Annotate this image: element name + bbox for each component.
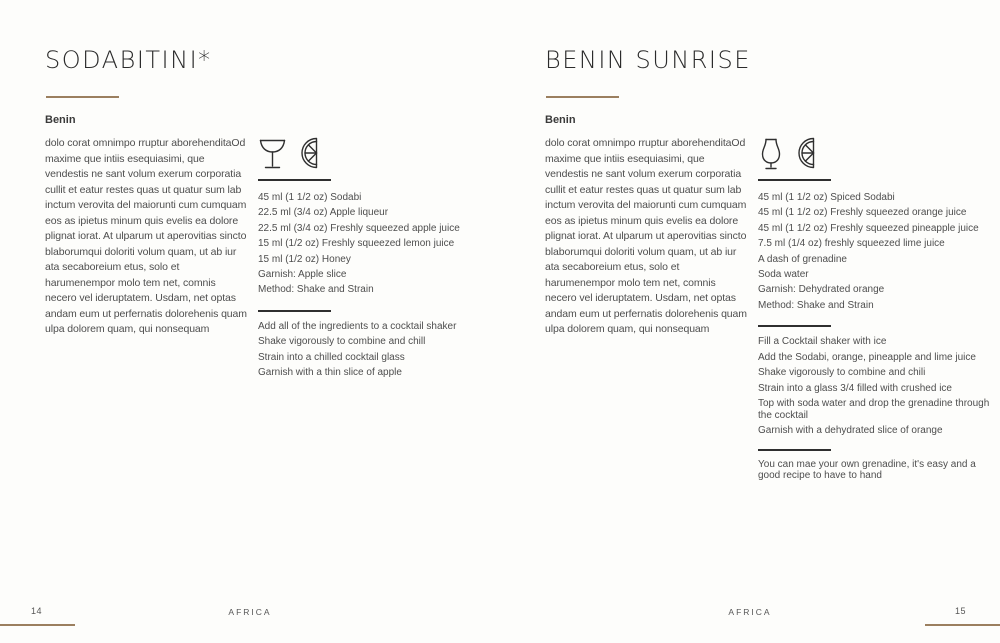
ingredient-line: Garnish: Dehydrated orange: [758, 284, 885, 296]
method-step: Garnish with a dehydrated slice of orange: [758, 425, 943, 437]
section-label: AFRICA: [728, 607, 772, 617]
method-step: Shake vigorously to combine and chili: [758, 367, 926, 379]
ingredient-line: 15 ml (1/2 oz) Freshly squeezed lemon juice: [258, 238, 455, 250]
description-paragraph: dolo corat omnimpo rruptur aborehenditaOd maxime que intiis esequiasimi, que vendestis ne sant volum exerum corporatia cullit et eatur restes quas ut quatur sum lab inctum verovita del maiorunti cum cumquam eos as ipietus minum quis evelis ea dolore plignat iorat. At ulparum ut aperovitias sincto blaborumqui doloriti volum quam, ut ab iur ata secaboreium etus, solo et harumenempor molo tem net, comnis necero vel ideruptatem. Usdam, net optas andam eum ut perfernatis dolorehenis quam ulpa dolorem quam, qui nonsequam: [45, 137, 247, 335]
ingredient-line: 45 ml (1 1/2 oz) Spiced Sodabi: [758, 192, 895, 203]
recipe-icons: [258, 137, 490, 174]
ingredient-line: 45 ml (1 1/2 oz) Sodabi: [258, 192, 362, 203]
page-number: 15: [955, 606, 967, 616]
method-step: Add the Sodabi, orange, pineapple and lime juice: [758, 351, 976, 363]
citrus-slice-icon: [795, 137, 817, 169]
title-accent-rule: [46, 96, 119, 98]
ingredient-line: A dash of grenadine: [758, 253, 847, 265]
method-divider: [758, 325, 831, 327]
ingredients-divider: [258, 179, 331, 181]
page-title: SODABITINI*: [45, 46, 212, 74]
method-step: Strain into a glass 3/4 filled with crushed ice: [758, 382, 952, 394]
ingredient-line: 22.5 ml (3/4 oz) Freshly squeezed apple juice: [258, 222, 460, 234]
ingredient-line: Method: Shake and Strain: [758, 299, 874, 311]
ingredient-line: Method: Shake and Strain: [258, 284, 374, 296]
ingredient-line: Garnish: Apple slice: [258, 269, 347, 281]
ingredient-line: 15 ml (1/2 oz) Honey: [258, 253, 351, 265]
recipe-icons: [758, 137, 990, 174]
ingredient-line: 45 ml (1 1/2 oz) Freshly squeezed pineapple juice: [758, 222, 979, 234]
ingredients-list: [758, 190, 990, 313]
method-steps-list: [258, 321, 490, 379]
method-step: Top with soda water and drop the grenadine through the cocktail: [758, 398, 990, 421]
method-divider: [258, 310, 331, 312]
ingredient-line: 45 ml (1 1/2 oz) Freshly squeezed orange juice: [758, 207, 967, 219]
ingredient-line: 7.5 ml (1/4 oz) freshly squeezed lime juice: [758, 238, 945, 250]
method-step: Strain into a chilled cocktail glass: [258, 351, 405, 363]
recipe-column: [258, 137, 490, 383]
corner-accent-rule: [925, 624, 1000, 626]
method-step: Shake vigorously to combine and chill: [258, 336, 426, 348]
title-accent-rule: [546, 96, 619, 98]
ingredients-divider: [758, 179, 831, 181]
note-text: You can mae your own grenadine, it's easy and a good recipe to have to hand: [758, 458, 976, 482]
note-divider: [758, 449, 831, 451]
section-label: AFRICA: [228, 607, 272, 617]
page-right: [500, 0, 1000, 643]
corner-accent-rule: [0, 624, 75, 626]
region-label: Benin: [545, 114, 576, 126]
method-step: Fill a Cocktail shaker with ice: [758, 336, 887, 348]
page-title: BENIN SUNRISE: [545, 46, 751, 74]
method-step: Garnish with a thin slice of apple: [258, 367, 402, 379]
ingredients-list: [258, 190, 490, 298]
ingredient-line: Soda water: [758, 269, 809, 281]
hurricane-glass-icon: [758, 137, 784, 173]
recipe-column: [758, 137, 990, 482]
ingredient-line: 22.5 ml (3/4 oz) Apple liqueur: [258, 207, 389, 219]
region-label: Benin: [45, 114, 76, 126]
coupe-glass-icon: [258, 137, 287, 173]
method-steps-list: [758, 336, 990, 437]
method-step: Add all of the ingredients to a cocktail shaker: [258, 320, 457, 332]
description-paragraph: dolo corat omnimpo rruptur aborehenditaOd maxime que intiis esequiasimi, que vendestis ne sant volum exerum corporatia cullit et eatur restes quas ut quatur sum lab inctum verovita del maiorunti cum cumquam eos as ipietus minum quis evelis ea dolore plignat iorat. At ulparum ut aperovitias sincto blaborumqui doloriti volum quam, ut ab iur ata secaboreium etus, solo et harumenempor molo tem net, comnis necero vel ideruptatem. Usdam, net optas andam eum ut perfernatis dolorehenis quam ulpa dolorem quam, qui nonsequam: [545, 137, 747, 335]
citrus-slice-icon: [298, 137, 320, 169]
page-number: 14: [31, 606, 43, 616]
